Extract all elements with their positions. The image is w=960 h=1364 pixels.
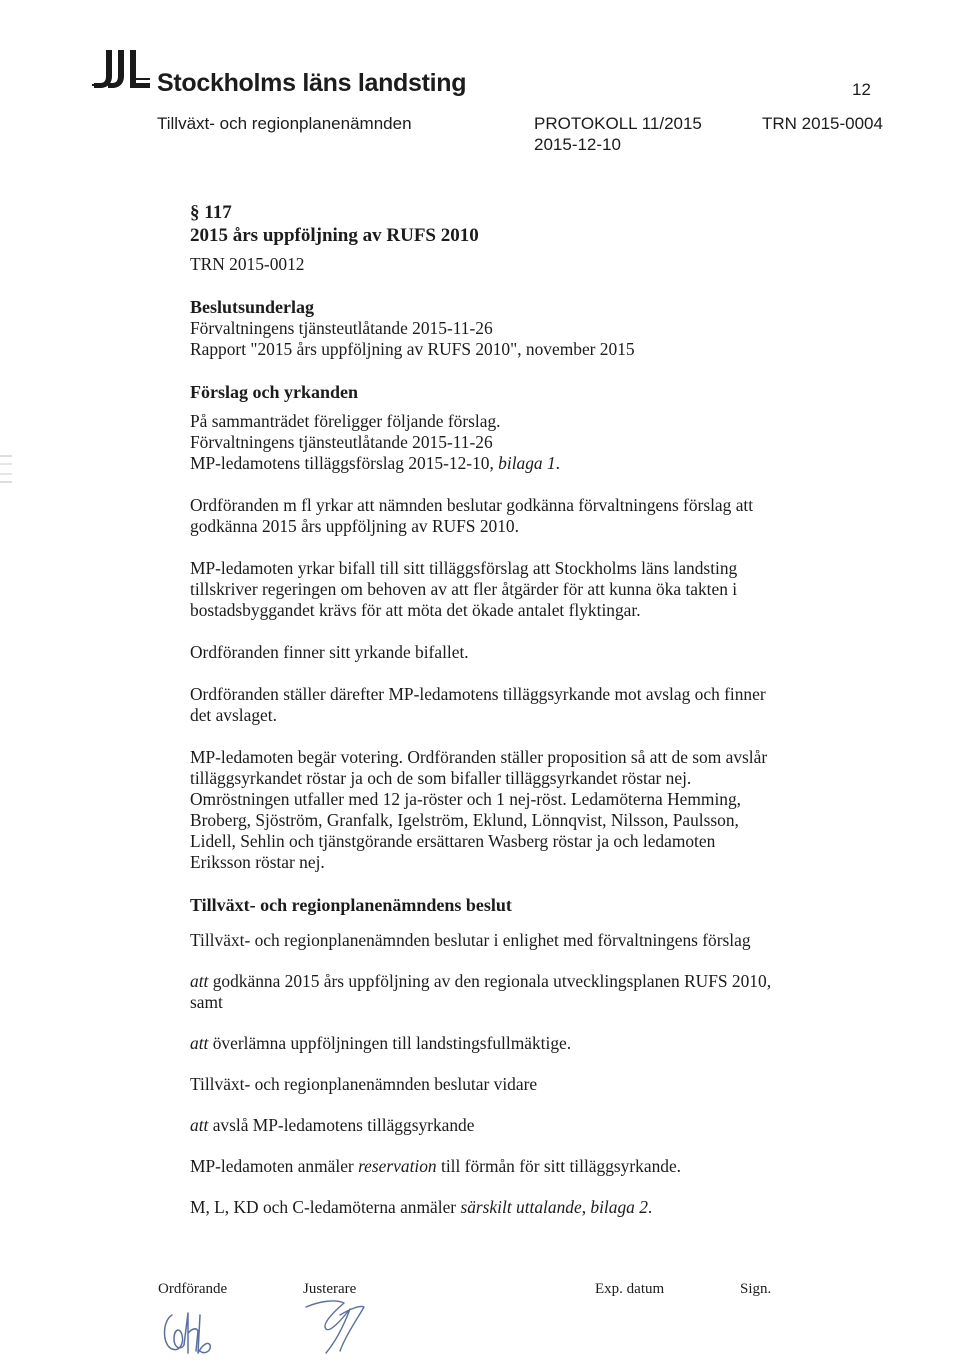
clause-text: överlämna uppföljningen till landstingsfullmäktige. xyxy=(208,1033,572,1053)
proposals-heading: Förslag och yrkanden xyxy=(190,382,359,402)
punctuation: . xyxy=(647,1197,653,1217)
punctuation: . xyxy=(555,453,561,473)
decision-clause xyxy=(190,1033,780,1054)
note-text: till förmån för sitt tilläggsyrkande. xyxy=(436,1156,682,1176)
basis-heading: Beslutsunderlag xyxy=(190,297,315,317)
proposal-item xyxy=(190,453,780,474)
dispatch-date-label: Exp. datum xyxy=(595,1281,665,1297)
sign-label: Sign. xyxy=(740,1281,772,1297)
decision-intro-2: Tillväxt- och regionplanenämnden beslutar vidare xyxy=(190,1074,538,1094)
attachment-reference: bilaga 1 xyxy=(498,453,556,473)
attachment-reference: bilaga 2 xyxy=(590,1197,648,1217)
protocol-number: PROTOKOLL 11/2015 xyxy=(534,114,702,133)
att-word: att xyxy=(190,971,209,991)
paragraph-number: § 117 xyxy=(190,202,232,223)
statement-note xyxy=(190,1197,780,1218)
paragraph: Ordföranden finner sitt yrkande bifallet. xyxy=(190,642,469,662)
protocol-body xyxy=(190,202,780,1218)
scan-margin-mark xyxy=(0,452,14,488)
paragraph: Ordföranden m fl yrkar att nämnden beslutar godkänna förvaltningens förslag att godkänna 2015 års uppföljning av RUFS 2010. xyxy=(190,495,754,536)
chair-signature-icon xyxy=(158,1305,218,1359)
clause-text: avslå MP-ledamotens tilläggsyrkande xyxy=(208,1115,475,1135)
note-text: M, L, KD och C-ledamöterna anmäler xyxy=(190,1197,461,1217)
sll-logo-icon xyxy=(92,48,152,92)
protocol-date: 2015-12-10 xyxy=(534,135,621,154)
adjuster-signature-icon xyxy=(300,1295,370,1359)
decision-heading: Tillväxt- och regionplanenämndens beslut xyxy=(190,895,512,915)
punctuation: , xyxy=(581,1197,591,1217)
decision-clause xyxy=(190,1115,780,1136)
paragraph: MP-ledamoten yrkar bifall till sitt tilläggsförslag att Stockholms läns landsting tillskriver regeringen om behoven av att fler åtgärder för att kunna öka takten i bostadsbyggandet krävs för att möta det ökade antalet flyktingar. xyxy=(190,558,738,620)
basis-item: Förvaltningens tjänsteutlåtande 2015-11-26 xyxy=(190,318,493,338)
paragraph: Ordföranden ställer därefter MP-ledamotens tilläggsyrkande mot avslag och finner det avslaget. xyxy=(190,684,766,725)
reservation-note xyxy=(190,1156,780,1177)
basis-item: Rapport "2015 års uppföljning av RUFS 2010", november 2015 xyxy=(190,339,635,359)
chair-label: Ordförande xyxy=(158,1281,228,1297)
paragraph: MP-ledamoten begär votering. Ordföranden ställer proposition så att de som avslår tilläggsyrkandet röstar ja och de som bifaller tilläggsyrkandet röstar nej. Omröstningen utfaller med 12 ja-röster och 1 nej-röst. Ledamöterna Hemming, Broberg, Sjöström, Granfalk, Igelström, Eklund, Lönnqvist, Nilsson, Paulsson, Lidell, Sehlin och tjänstgörande ersättaren Wasberg röstar ja och ledamoten Eriksson röstar nej. xyxy=(190,747,768,872)
att-word: att xyxy=(190,1115,209,1135)
case-number: TRN 2015-0012 xyxy=(190,254,305,274)
proposal-item: Förvaltningens tjänsteutlåtande 2015-11-26 xyxy=(190,432,493,452)
page-number: 12 xyxy=(852,80,871,99)
committee-name: Tillväxt- och regionplanenämnden xyxy=(157,114,412,133)
section-title: 2015 års uppföljning av RUFS 2010 xyxy=(190,225,479,246)
proposal-item-text: MP-ledamotens tilläggsförslag 2015-12-10, xyxy=(190,453,499,473)
registration-number: TRN 2015-0004 xyxy=(762,114,883,133)
clause-text: godkänna 2015 års uppföljning av den regionala utvecklingsplanen RUFS 2010, samt xyxy=(190,971,772,1012)
adjuster-label: Justerare xyxy=(303,1281,357,1297)
decision-clause xyxy=(190,971,780,1013)
reservation-term: reservation xyxy=(358,1156,437,1176)
statement-term: särskilt uttalande xyxy=(460,1197,582,1217)
decision-intro: Tillväxt- och regionplanenämnden beslutar i enlighet med förvaltningens förslag xyxy=(190,930,751,950)
att-word: att xyxy=(190,1033,209,1053)
proposals-intro: På sammanträdet föreligger följande förslag. xyxy=(190,411,501,431)
organization-name: Stockholms läns landsting xyxy=(157,69,467,97)
note-text: MP-ledamoten anmäler xyxy=(190,1156,359,1176)
